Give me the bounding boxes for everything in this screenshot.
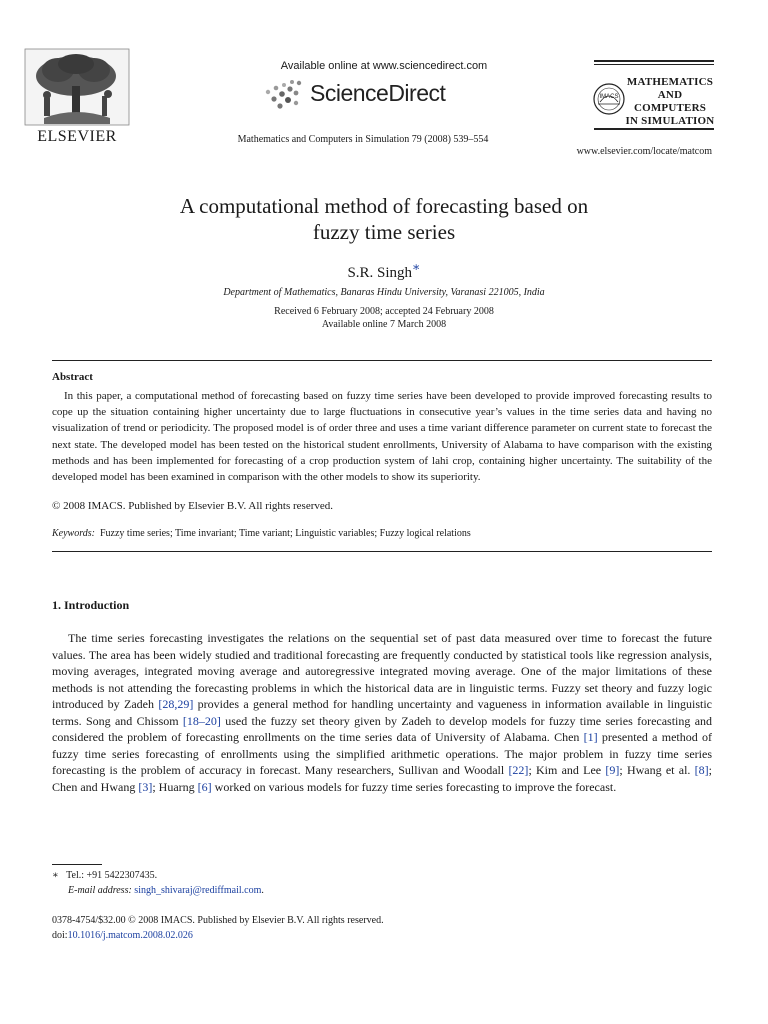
intro-text: ; Kim and Lee: [528, 763, 606, 777]
sciencedirect-dots-icon: [262, 78, 308, 110]
journal-logo-line: MATHEMATICS: [626, 76, 714, 88]
keywords-list: Fuzzy time series; Time invariant; Time variant; Linguistic variables; Fuzzy logical relations: [99, 528, 471, 539]
imacs-seal-icon: [592, 82, 626, 116]
doi-label: doi:: [52, 930, 68, 941]
keywords: [52, 528, 471, 539]
affiliation: Department of Mathematics, Banaras Hindu University, Varanasi 221005, India: [223, 287, 545, 298]
intro-text: worked on various models for fuzzy time series forecasting to improve the forecast.: [211, 779, 617, 794]
author-name: S.R. Singh: [347, 265, 413, 281]
author-footnote-mark[interactable]: ∗: [412, 260, 421, 274]
intro-text: ; Hwang et al.: [619, 763, 695, 777]
journal-url-link[interactable]: www.elsevier.com/locate/matcom: [576, 146, 712, 157]
introduction-paragraph: [52, 630, 712, 795]
article-dates: [0, 305, 768, 331]
journal-logo-line: COMPUTERS: [633, 102, 707, 114]
section-heading-introduction: 1. Introduction: [52, 598, 130, 612]
intro-text: ; Huarng: [152, 779, 198, 794]
intro-text: provides a general method for handling uncertainty and vagueness in information available in linguistic terms. Song and Chissom: [52, 697, 712, 728]
footnote-tel-line: [52, 868, 264, 883]
abstract-bottom-rule: [52, 551, 712, 552]
article-title-line: fuzzy time series: [312, 220, 456, 244]
citation-link[interactable]: [28,29]: [158, 697, 194, 711]
received-date: Received 6 February 2008; accepted 24 February 2008: [274, 306, 494, 317]
article-title-line: A computational method of forecasting based on: [179, 194, 589, 218]
keywords-label: Keywords:: [52, 528, 95, 539]
footnote: [52, 868, 264, 898]
footnote-mark: ∗: [52, 870, 59, 881]
intro-text: The time series forecasting investigates the relations on the sequential set of past data measured over time to forecast the future values. The area has been widely studied and traditional forecasting are frequently conducted by statistical tools like regression analysis, moving averages, integrated moving average and autoregressive integrated moving average. One of the major limitations of these methods is not attending the forecasting problems in which the historical data are in linguistic terms. Fuzzy set theory and fuzzy logic introduced by Zadeh: [52, 631, 712, 711]
citation-link[interactable]: [9]: [605, 763, 620, 777]
footnote-tel: Tel.: +91 5422307435.: [66, 870, 158, 881]
issn-line: 0378-4754/$32.00 © 2008 IMACS. Published by Elsevier B.V. All rights reserved.: [52, 915, 384, 926]
doi-line: [52, 928, 384, 943]
journal-logo-rule: [594, 128, 714, 130]
citation-link[interactable]: [3]: [138, 779, 153, 794]
email-end: .: [261, 885, 264, 896]
sciencedirect-wordmark: ScienceDirect: [310, 80, 446, 106]
available-online-text: Available online at www.sciencedirect.com: [280, 60, 488, 72]
doi-link[interactable]: 10.1016/j.matcom.2008.02.026: [67, 930, 193, 941]
citation-link[interactable]: [18–20]: [182, 713, 221, 728]
journal-logo-line: AND: [657, 89, 683, 101]
citation-link[interactable]: [22]: [508, 763, 529, 777]
publisher-name: ELSEVIER: [37, 128, 117, 145]
sciencedirect-logo: [262, 78, 462, 112]
email-link[interactable]: singh_shivaraj@rediffmail.com: [134, 885, 262, 896]
email-label: E-mail address:: [68, 885, 132, 896]
journal-logo: [590, 60, 716, 130]
imacs-seal-text: IMACS: [599, 94, 619, 100]
author-line: [0, 259, 768, 282]
intro-text: ; Chen and Hwang: [52, 763, 712, 794]
journal-citation: Mathematics and Computers in Simulation 79 (2008) 539–554: [237, 134, 489, 145]
journal-logo-rule: [594, 60, 714, 62]
journal-logo-rule: [594, 64, 714, 65]
publication-info: [52, 913, 384, 943]
article-title: [0, 193, 768, 245]
online-date: Available online 7 March 2008: [321, 319, 447, 330]
journal-logo-text: [624, 76, 716, 128]
footnote-email-line: [52, 883, 264, 898]
copyright-notice: © 2008 IMACS. Published by Elsevier B.V. All rights reserved.: [52, 500, 334, 512]
abstract-top-rule: [52, 360, 712, 361]
intro-text: used the fuzzy set theory given by Zadeh to develop models for fuzzy time series forecasting and considered the problem of forecasting enrollments on the time series data of University of Alabama. Chen: [52, 713, 713, 744]
abstract-text: In this paper, a computational method of forecasting based on fuzzy time series have been developed to provide improved forecasting results to cope up the situation containing higher uncertainty due to large fluctuations in consecutive year’s values in the time series data and having no visualization of trend or periodicity. The proposed model is of order three and uses a time variant difference parameter on current state to forecast the next state. The developed model has been tested on the historical student enrollments, University of Alabama to have comparison with the existing methods and has been implemented for forecasting of a crop production system of lahi crop, containing higher uncertainty. The suitability of the developed model has been examined in comparison with the other models to show its superiority.: [52, 390, 712, 484]
citation-link[interactable]: [6]: [197, 779, 212, 794]
footnote-rule: [52, 864, 102, 865]
abstract-heading: Abstract: [52, 371, 93, 383]
citation-link[interactable]: [1]: [583, 730, 598, 744]
citation-link[interactable]: [8]: [694, 763, 709, 777]
intro-text: presented a method of fuzzy time series forecasting of enrollments using the simplified arithmetic operations. The major problem in fuzzy time series forecasting is the problem of accuracy in forecast. Many researchers, Sullivan and Woodall: [52, 730, 712, 777]
journal-logo-line: IN SIMULATION: [625, 115, 715, 127]
